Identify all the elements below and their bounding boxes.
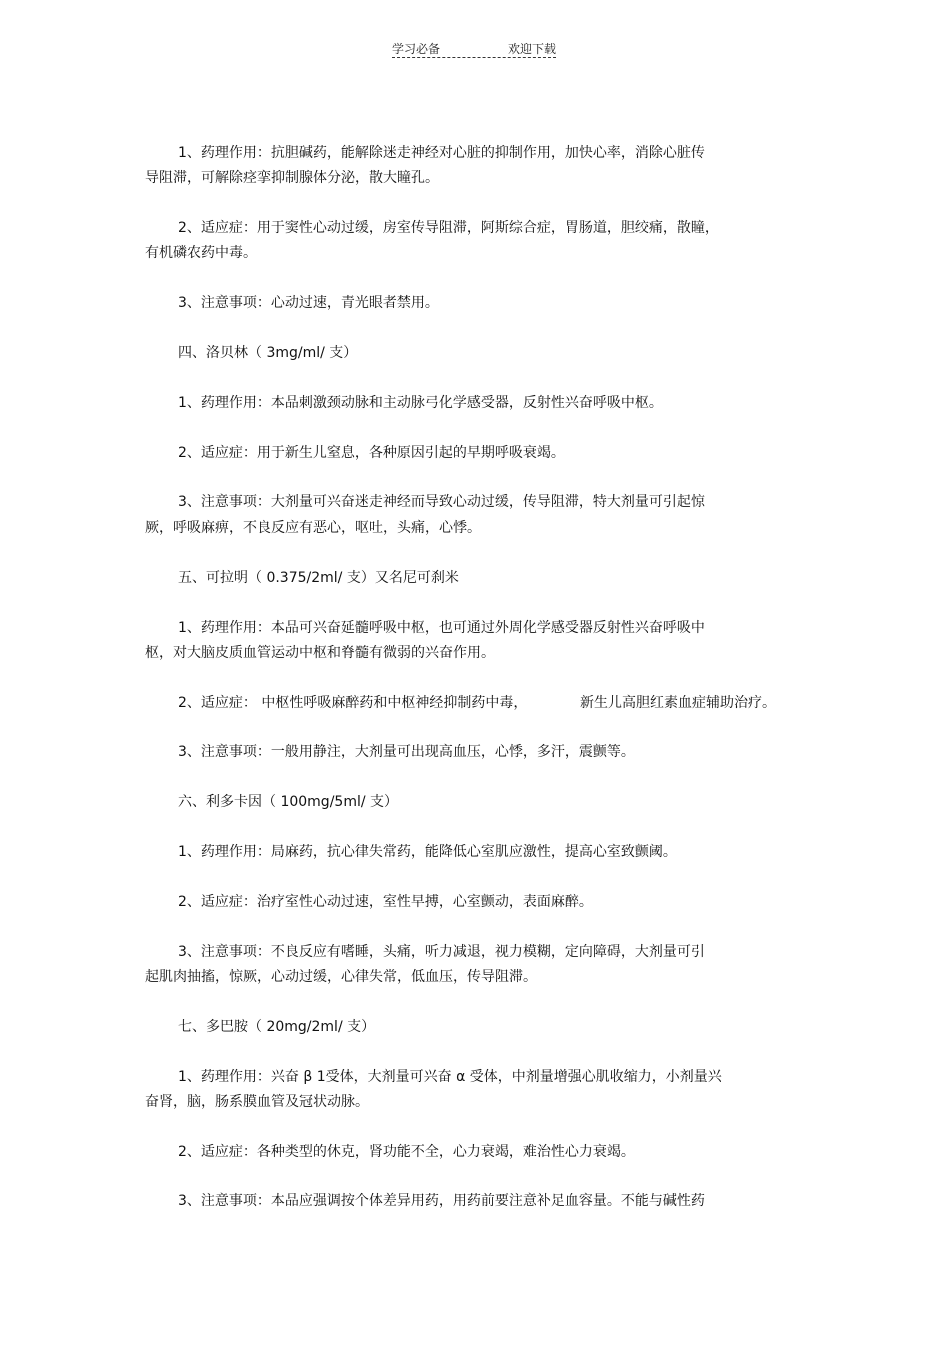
paragraph-line: 导阻滞，可解除痉挛抑制腺体分泌，散大瞳孔。: [145, 170, 439, 186]
paragraph-line: 2、适应症：用于新生儿窒息，各种原因引起的早期呼吸衰竭。: [178, 445, 565, 461]
paragraph-line: 奋肾，脑，肠系膜血管及冠状动脉。: [145, 1094, 369, 1110]
section-heading: 四、洛贝林（ 3mg/ml/ 支）: [178, 345, 358, 361]
paragraph-line-continued: 新生儿高胆红素血症辅助治疗。: [580, 695, 776, 711]
paragraph-line: 1、药理作用：本品刺激颈动脉和主动脉弓化学感受器，反射性兴奋呼吸中枢。: [178, 395, 663, 411]
paragraph-line: 有机磷农药中毒。: [145, 245, 257, 261]
paragraph-line: 2、适应症：各种类型的休克，肾功能不全，心力衰竭，难治性心力衰竭。: [178, 1144, 635, 1160]
section-heading: 六、利多卡因（ 100mg/5ml/ 支）: [178, 794, 399, 810]
paragraph-line: 3、注意事项：大剂量可兴奋迷走神经而导致心动过缓，传导阻滞，特大剂量可引起惊: [178, 494, 705, 510]
paragraph-line: 枢，对大脑皮质血管运动中枢和脊髓有微弱的兴奋作用。: [145, 645, 495, 661]
paragraph-line: 3、注意事项：心动过速，青光眼者禁用。: [178, 295, 439, 311]
paragraph-line: 1、药理作用：本品可兴奋延髓呼吸中枢，也可通过外周化学感受器反射性兴奋呼吸中: [178, 620, 705, 636]
paragraph-line: 3、注意事项：本品应强调按个体差异用药，用药前要注意补足血容量。不能与碱性药: [178, 1193, 705, 1209]
paragraph-line: 起肌肉抽搐，惊厥，心动过缓，心律失常，低血压，传导阻滞。: [145, 969, 537, 985]
header-dashed-rule: [392, 57, 556, 58]
paragraph-line: 1、药理作用：抗胆碱药，能解除迷走神经对心脏的抑制作用，加快心率，消除心脏传: [178, 145, 705, 161]
section-heading: 五、可拉明（ 0.375/2ml/ 支）又名尼可刹米: [178, 570, 459, 586]
paragraph-line: 1、药理作用：局麻药，抗心律失常药，能降低心室肌应激性，提高心室致颤阈。: [178, 844, 677, 860]
paragraph-line: 2、适应症： 中枢性呼吸麻醉药和中枢神经抑制药中毒，: [178, 695, 528, 711]
header-right-text: 欢迎下载: [507, 42, 556, 56]
paragraph-line: 2、适应症：治疗室性心动过速，室性早搏，心室颤动，表面麻醉。: [178, 894, 593, 910]
paragraph-line: 3、注意事项：不良反应有嗜睡，头痛，听力减退，视力模糊，定向障碍，大剂量可引: [178, 944, 705, 960]
section-heading: 七、多巴胺（ 20mg/2ml/ 支）: [178, 1019, 376, 1035]
paragraph-line: 3、注意事项：一般用静注，大剂量可出现高血压，心悸，多汗，震颤等。: [178, 744, 635, 760]
page-header: [392, 40, 556, 58]
header-left-text: 学习必备: [392, 42, 441, 56]
paragraph-line: 厥，呼吸麻痹，不良反应有恶心，呕吐，头痛，心悸。: [145, 520, 481, 536]
paragraph-line: 2、适应症：用于窦性心动过缓，房室传导阻滞，阿斯综合症，胃肠道，胆绞痛，散瞳，: [178, 220, 719, 236]
paragraph-line: 1、药理作用：兴奋 β 1受体，大剂量可兴奋 α 受体，中剂量增强心肌收缩力，小剂量兴: [178, 1069, 722, 1085]
